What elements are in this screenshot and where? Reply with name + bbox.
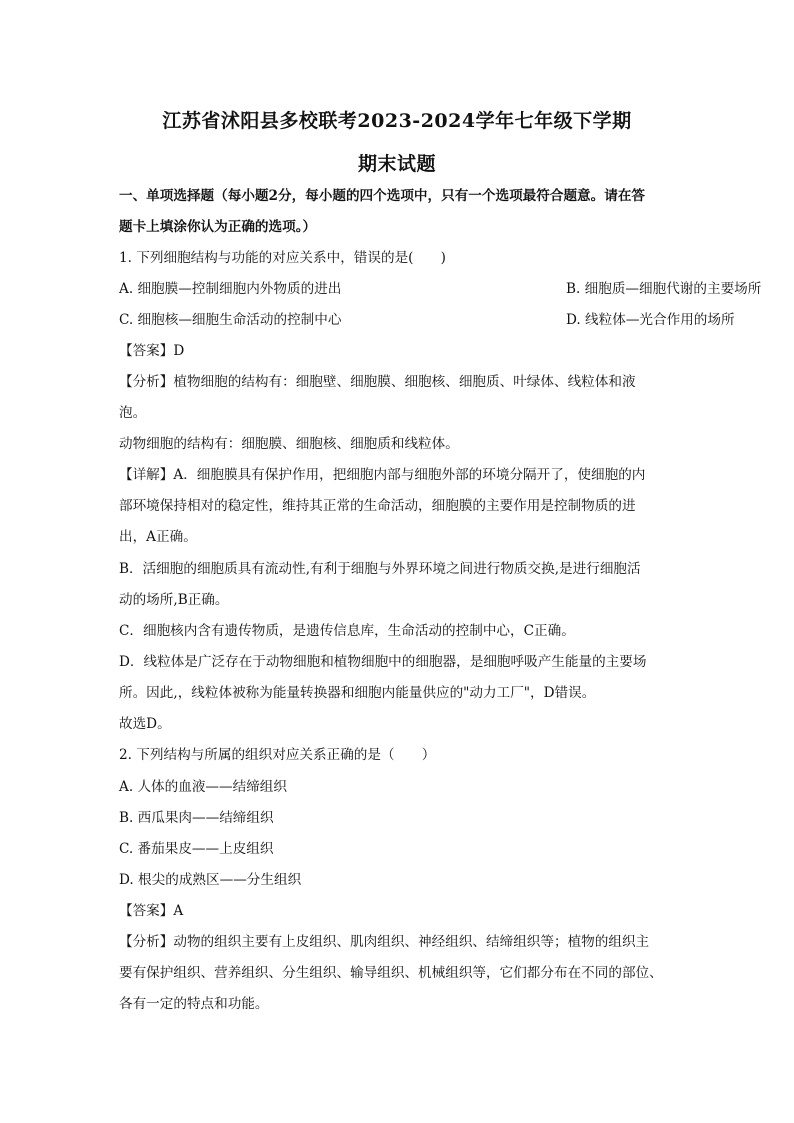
- q1-detail-line: D．线粒体是广泛存在于动物细胞和植物细胞中的细胞器，是细胞呼吸产生能量的主要场: [119, 654, 647, 670]
- q2-stem: 2. 下列结构与所属的组织对应关系正确的是（ ）: [119, 747, 436, 763]
- q1-detail-line: 动的场所,B正确。: [119, 592, 229, 608]
- q1-detail-line: B．活细胞的细胞质具有流动性,有利于细胞与外界环境之间进行物质交换,是进行细胞活: [119, 561, 641, 577]
- q1-option-a: A. 细胞膜—控制细胞内外物质的进出: [119, 281, 342, 297]
- q1-analysis-line: 动物细胞的结构有：细胞膜、细胞核、细胞质和线粒体。: [119, 436, 459, 452]
- q1-detail-line: 出，A正确。: [119, 529, 197, 545]
- q2-analysis-line: 要有保护组织、营养组织、分生组织、输导组织、机械组织等，它们都分布在不同的部位、: [119, 965, 663, 981]
- document-title-line1: 江苏省沭阳县多校联考2023-2024学年七年级下学期: [162, 110, 632, 132]
- q1-option-b: B. 细胞质—细胞代谢的主要场所: [566, 281, 762, 297]
- q2-option-a: A. 人体的血液——结缔组织: [119, 779, 287, 795]
- q1-option-d: D. 线粒体—光合作用的场所: [566, 312, 735, 328]
- q1-answer: 【答案】D: [119, 343, 185, 359]
- q1-option-row-2: [119, 310, 735, 330]
- q1-detail-line: 部环境保持相对的稳定性，维持其正常的生命活动，细胞膜的主要作用是控制物质的进: [119, 498, 636, 514]
- section-heading-line2: 题卡上填涂你认为正确的选项。）: [119, 219, 317, 235]
- q1-option-c: C. 细胞核—细胞生命活动的控制中心: [119, 312, 342, 328]
- document-title-line2: 期末试题: [357, 153, 436, 175]
- q2-option-d: D. 根尖的成熟区——分生组织: [119, 872, 302, 888]
- q1-detail-line: 【详解】A．细胞膜具有保护作用，把细胞内部与细胞外部的环境分隔开了，使细胞的内: [119, 467, 646, 483]
- q2-answer: 【答案】A: [119, 903, 184, 919]
- q1-detail-line: 所。因此,，线粒体被称为能量转换器和细胞内能量供应的"动力工厂"，D错误。: [119, 685, 596, 701]
- q1-stem: 1. 下列细胞结构与功能的对应关系中，错误的是( ): [119, 250, 446, 266]
- section-heading-line1: 一、单项选择题（每小题2分，每小题的四个选项中，只有一个选项最符合题意。请在答: [119, 188, 646, 204]
- q1-option-row-1: [119, 279, 762, 299]
- q2-analysis-line: 【分析】动物的组织主要有上皮组织、肌肉组织、神经组织、结缔组织等；植物的组织主: [119, 934, 650, 950]
- q1-analysis-line: 【分析】植物细胞的结构有：细胞壁、细胞膜、细胞核、细胞质、叶绿体、线粒体和液: [119, 374, 636, 390]
- q1-detail-line: 故选D。: [119, 716, 171, 732]
- q2-analysis-line: 各有一定的特点和功能。: [119, 996, 269, 1012]
- q2-option-c: C. 番茄果皮——上皮组织: [119, 841, 274, 857]
- q1-detail-line: C．细胞核内含有遗传物质，是遗传信息库，生命活动的控制中心，C正确。: [119, 623, 575, 639]
- q2-option-b: B. 西瓜果肉——结缔组织: [119, 810, 274, 826]
- q1-analysis-line: 泡。: [119, 405, 147, 421]
